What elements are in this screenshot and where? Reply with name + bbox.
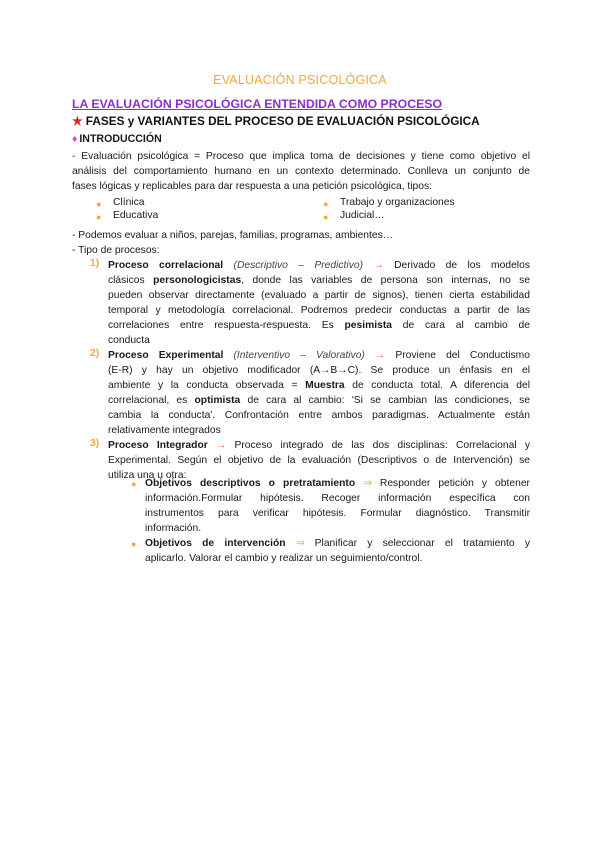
subheading-text: FASES y VARIANTES DEL PROCESO DE EVALUACIÓN PSICOLÓGICA (85, 114, 480, 128)
arrow-right-icon: → (374, 350, 386, 361)
bullet-icon: ● (323, 199, 329, 209)
sub-item-line: información.Formular hipótesis. Recoger información específica con (145, 493, 530, 504)
process-text: de conducta total. A diferencia del (352, 380, 530, 391)
process-line (108, 438, 530, 453)
arrow-right-icon: → (373, 260, 384, 271)
arrow-right-icon: → (215, 440, 227, 451)
process-text: ambiente y la conducta observada = (108, 380, 298, 391)
process-line: utiliza una u otra: (108, 470, 187, 481)
process-line (108, 348, 530, 363)
category-item: Trabajo y organizaciones (340, 197, 455, 208)
document-title: EVALUACIÓN PSICOLÓGICA (213, 73, 387, 87)
sub-item-line (145, 476, 530, 491)
process-text: , donde las variables de persona son internas, no se (241, 275, 530, 286)
section-heading: LA EVALUACIÓN PSICOLÓGICA ENTENDIDA COMO PROCESO (72, 97, 443, 111)
process-keyword: Muestra (305, 380, 345, 391)
process-qualifier: (Interventivo – Valorativo) (233, 350, 365, 361)
process-text: de cara al cambio: 'Si se cambian las condiciones, se (247, 395, 530, 406)
sub-item-name: Objetivos de intervención (145, 538, 286, 549)
process-line: relativamente integrados (108, 425, 221, 436)
double-arrow-icon: ⇒ (363, 478, 372, 489)
sub-item-line: información. (145, 523, 202, 534)
intro-line: fases lógicas y replicables para dar respuesta a una petición psicológica, tipos: (72, 181, 433, 192)
process-number: 1) (90, 258, 100, 269)
process-text: de cara al cambio de (402, 320, 530, 331)
category-item: Educativa (113, 210, 159, 221)
intro-line: análisis del comportamiento humano en un contexto determinado. Conlleva un conjunto de (72, 166, 530, 177)
process-line: cambia la conducta'. Confrontación entre ambos paradigmas. Actualmente están (108, 410, 530, 421)
sub-item-name: Objetivos descriptivos o pretratamiento (145, 478, 356, 489)
sub-item-text: Responder petición y obtener (379, 478, 530, 489)
sub-item-text: Planificar y seleccionar el tratamiento y (314, 538, 530, 549)
star-icon: ★ (72, 114, 83, 128)
bullet-icon: ● (131, 479, 137, 489)
process-keyword: pesimista (344, 320, 393, 331)
bullet-icon: ● (323, 212, 329, 222)
sub-item-line: aplicarlo. Valorar el cambio y realizar un seguimiento/control. (145, 553, 423, 564)
process-name: Proceso Integrador (108, 440, 208, 451)
evaluate-line: - Podemos evaluar a niños, parejas, familias, programas, ambientes… (72, 230, 394, 241)
process-qualifier: (Descriptivo – Predictivo) (233, 260, 363, 271)
category-item: Judicial… (340, 210, 385, 221)
sub-item-line (145, 536, 530, 551)
process-name: Proceso Experimental (108, 350, 224, 361)
intro-heading-text: INTRODUCCIÓN (79, 133, 162, 145)
bullet-icon: ● (96, 212, 102, 222)
process-line (108, 318, 530, 333)
process-line: temporal y metodología correlacional. Podremos predecir conductas a partir de las (108, 305, 530, 316)
process-line: pueden observar directamente (evaluado a partir de signos), tienen cierta estabilidad (108, 290, 530, 301)
category-item: Clínica (113, 197, 145, 208)
process-line: conducta (108, 335, 150, 346)
process-text: correlacional, es (108, 395, 188, 406)
process-line (108, 258, 530, 273)
intro-line: - Evaluación psicológica = Proceso que implica toma de decisiones y tiene como objetivo el (72, 151, 530, 162)
process-text: Derivado de los modelos (394, 260, 530, 271)
process-line (108, 378, 530, 393)
process-name: Proceso correlacional (108, 260, 224, 271)
intro-heading (72, 133, 162, 145)
process-text: correlaciones entre respuesta-respuesta. Es (108, 320, 334, 331)
sub-item-line: instrumentos para verificar hipótesis. Formular diagnóstico. Transmitir (145, 508, 530, 519)
process-types-line: - Tipo de procesos: (72, 245, 160, 256)
bullet-icon: ● (131, 539, 137, 549)
subheading (72, 114, 480, 128)
process-keyword: personologicistas (153, 275, 242, 286)
process-line: Experimental. Según el objetivo de la evaluación (Descriptivos o de Intervención) se (108, 455, 530, 466)
process-text: Proviene del Conductismo (395, 350, 530, 361)
diamond-icon: ♦ (72, 133, 78, 145)
process-number: 3) (90, 438, 100, 449)
double-arrow-icon: ⇒ (295, 538, 305, 549)
process-line (108, 273, 530, 288)
bullet-icon: ● (96, 199, 102, 209)
process-keyword: optimista (194, 395, 241, 406)
process-text: Proceso integrado de las dos disciplinas: Correlacional y (234, 440, 530, 451)
process-text: clásicos (108, 275, 145, 286)
process-number: 2) (90, 348, 100, 359)
process-line (108, 393, 530, 408)
process-line: (E-R) y hay un objetivo modificador (A→B→C). Se produce un énfasis en el (108, 365, 530, 376)
